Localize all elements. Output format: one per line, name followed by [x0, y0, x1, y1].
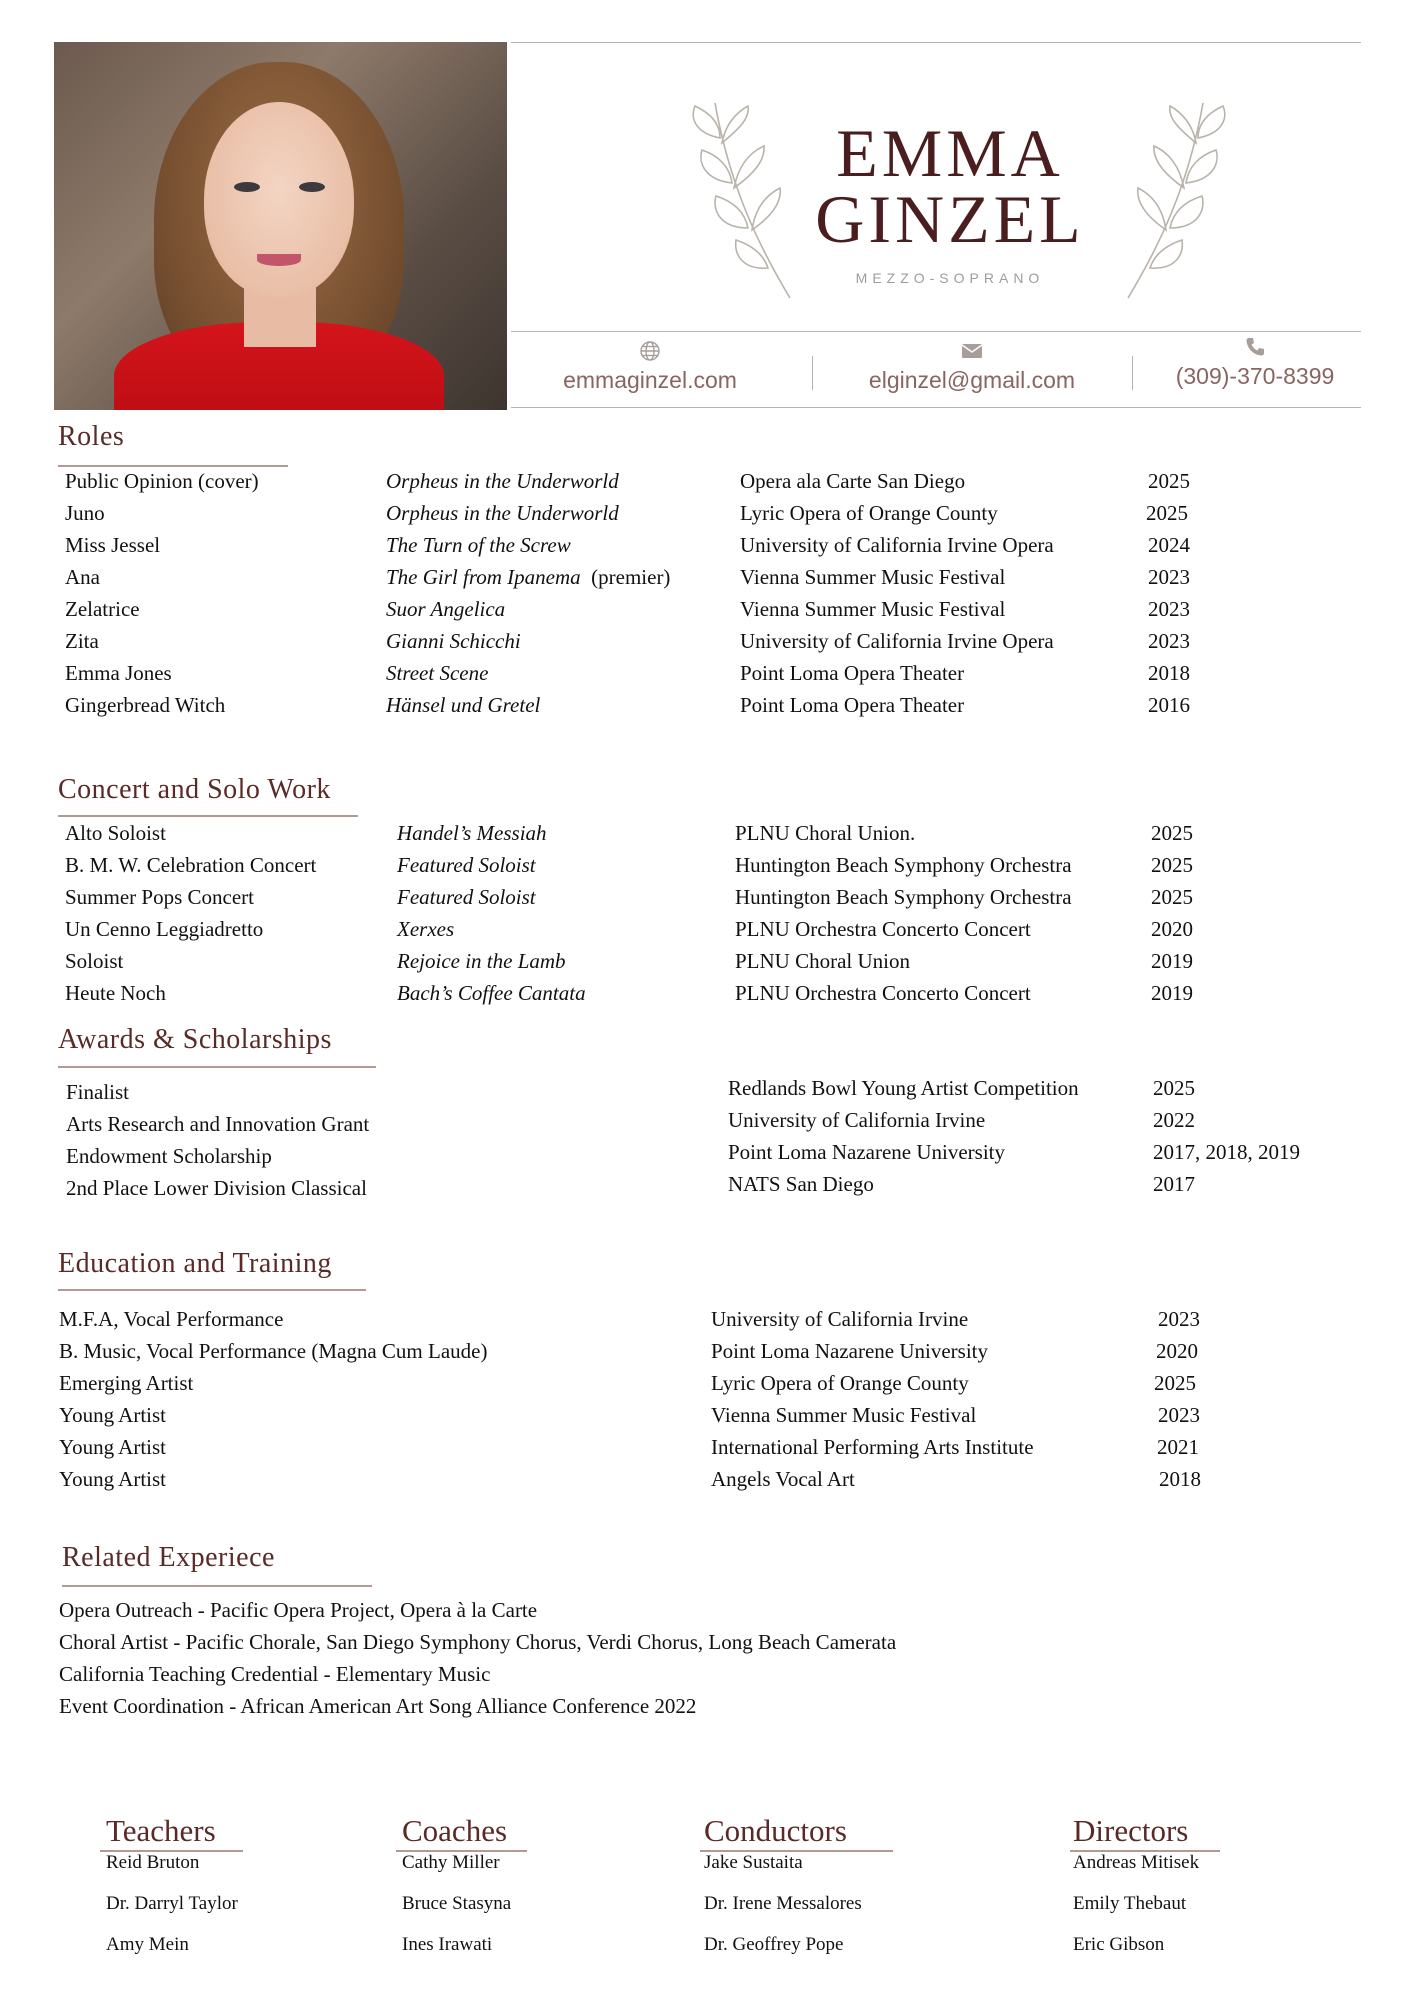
- related-title: Related Experiece: [62, 1542, 275, 1573]
- contact-email[interactable]: [842, 340, 1102, 394]
- concert-work: Featured Soloist: [397, 885, 536, 909]
- roles-role: Public Opinion (cover): [65, 469, 259, 493]
- concert-company: PLNU Choral Union.: [735, 821, 916, 845]
- awards-award: Endowment Scholarship: [66, 1144, 272, 1168]
- concert-role: Un Cenno Leggiadretto: [65, 917, 264, 941]
- phone-icon: [1244, 336, 1266, 358]
- education-degree: B. Music, Vocal Performance (Magna Cum Laude): [59, 1339, 488, 1363]
- related-item: Opera Outreach - Pacific Opera Project, Opera à la Carte: [59, 1598, 538, 1622]
- related-item: Event Coordination - African American Art Song Alliance Conference 2022: [59, 1694, 697, 1718]
- education-year: 2025: [1154, 1371, 1196, 1395]
- awards-underline: [58, 1066, 376, 1068]
- concert-work: Rejoice in the Lamb: [397, 949, 566, 973]
- awards-org: Redlands Bowl Young Artist Competition: [728, 1076, 1079, 1100]
- roles-work: Hänsel und Gretel: [386, 693, 541, 717]
- concert-year: 2025: [1151, 885, 1193, 909]
- roles-year: 2018: [1148, 661, 1190, 685]
- teacher-name: Dr. Darryl Taylor: [106, 1893, 238, 1914]
- conductor-name: Dr. Irene Messalores: [704, 1893, 862, 1914]
- contact-divider: [1132, 356, 1133, 390]
- roles-year: 2016: [1148, 693, 1190, 717]
- education-school: University of California Irvine: [711, 1307, 969, 1331]
- roles-work: Street Scene: [386, 661, 489, 685]
- awards-org: Point Loma Nazarene University: [728, 1140, 1005, 1164]
- roles-year: 2025: [1148, 469, 1190, 493]
- education-degree: Young Artist: [59, 1435, 166, 1459]
- contact-phone[interactable]: [1150, 336, 1360, 390]
- education-year: 2023: [1158, 1307, 1200, 1331]
- headshot-photo: [54, 42, 507, 410]
- contact-divider: [812, 356, 813, 390]
- globe-icon: [639, 340, 661, 362]
- director-name: Andreas Mitisek: [1073, 1852, 1200, 1873]
- coaches-title: Coaches: [402, 1813, 508, 1848]
- roles-work-with-note: [386, 564, 670, 590]
- awards-award: Arts Research and Innovation Grant: [66, 1112, 370, 1136]
- conductor-name: Dr. Geoffrey Pope: [704, 1934, 844, 1955]
- concert-year: 2025: [1151, 821, 1193, 845]
- roles-work: The Girl from Ipanema: [386, 565, 581, 589]
- roles-role: Emma Jones: [65, 661, 172, 685]
- first-name: EMMA: [836, 115, 1064, 191]
- conductor-name: Jake Sustaita: [704, 1852, 803, 1873]
- concert-company: Huntington Beach Symphony Orchestra: [735, 853, 1072, 877]
- roles-role: Ana: [65, 565, 100, 589]
- director-name: Emily Thebaut: [1073, 1893, 1187, 1914]
- roles-title: Roles: [58, 421, 125, 452]
- awards-award: Finalist: [66, 1080, 130, 1104]
- concert-work: Xerxes: [397, 917, 455, 941]
- teacher-name: Amy Mein: [106, 1934, 189, 1955]
- roles-role: Zelatrice: [65, 597, 140, 621]
- voice-type: MEZZO-SOPRANO: [855, 270, 1045, 286]
- concert-role: Alto Soloist: [65, 821, 166, 845]
- awards-year: 2022: [1153, 1108, 1195, 1132]
- conductors-title: Conductors: [704, 1813, 847, 1848]
- roles-role: Miss Jessel: [65, 533, 161, 557]
- awards-year: 2017: [1153, 1172, 1195, 1196]
- teacher-name: Reid Bruton: [106, 1852, 200, 1873]
- concert-company: PLNU Choral Union: [735, 949, 910, 973]
- directors-title: Directors: [1073, 1813, 1189, 1848]
- roles-role: Juno: [65, 501, 105, 525]
- roles-company: Point Loma Opera Theater: [740, 661, 965, 685]
- roles-year: 2025: [1146, 501, 1188, 525]
- header-mid-rule: [511, 331, 1361, 332]
- coach-name: Cathy Miller: [402, 1852, 500, 1873]
- education-year: 2020: [1156, 1339, 1198, 1363]
- related-item: California Teaching Credential - Elementary Music: [59, 1662, 491, 1686]
- concert-role: Heute Noch: [65, 981, 166, 1005]
- roles-year: 2023: [1148, 597, 1190, 621]
- education-degree: Young Artist: [59, 1403, 166, 1427]
- roles-company: Point Loma Opera Theater: [740, 693, 965, 717]
- roles-year: 2023: [1148, 565, 1190, 589]
- education-degree: Young Artist: [59, 1467, 166, 1491]
- related-underline: [62, 1585, 372, 1587]
- roles-note: (premier): [591, 565, 671, 589]
- concert-year: 2019: [1151, 949, 1193, 973]
- roles-work: Orpheus in the Underworld: [386, 501, 619, 525]
- concert-role: Summer Pops Concert: [65, 885, 254, 909]
- awards-award: 2nd Place Lower Division Classical: [66, 1176, 367, 1200]
- related-item: Choral Artist - Pacific Chorale, San Diego Symphony Chorus, Verdi Chorus, Long Beach Camerata: [59, 1630, 897, 1654]
- phone-number[interactable]: (309)-370-8399: [1175, 363, 1335, 389]
- education-school: Point Loma Nazarene University: [711, 1339, 988, 1363]
- roles-company: University of California Irvine Opera: [740, 629, 1054, 653]
- education-school: International Performing Arts Institute: [711, 1435, 1034, 1459]
- teachers-title: Teachers: [106, 1813, 216, 1848]
- coach-name: Ines Irawati: [402, 1934, 493, 1955]
- education-school: Angels Vocal Art: [711, 1467, 855, 1491]
- concert-underline: [58, 815, 358, 817]
- concert-year: 2025: [1151, 853, 1193, 877]
- roles-company: Opera ala Carte San Diego: [740, 469, 966, 493]
- concert-year: 2020: [1151, 917, 1193, 941]
- concert-role: B. M. W. Celebration Concert: [65, 853, 317, 877]
- education-underline: [58, 1289, 366, 1291]
- education-title: Education and Training: [58, 1248, 332, 1279]
- education-school: Lyric Opera of Orange County: [711, 1371, 969, 1395]
- awards-title: Awards & Scholarships: [58, 1024, 332, 1055]
- concert-title: Concert and Solo Work: [58, 774, 331, 805]
- last-name: GINZEL: [815, 181, 1085, 257]
- roles-work: Orpheus in the Underworld: [386, 469, 619, 493]
- awards-year: 2017, 2018, 2019: [1153, 1140, 1300, 1164]
- education-degree: M.F.A, Vocal Performance: [59, 1307, 284, 1331]
- roles-role: Gingerbread Witch: [65, 693, 226, 717]
- concert-work: Handel’s Messiah: [397, 821, 547, 845]
- concert-role: Soloist: [65, 949, 124, 973]
- coach-name: Bruce Stasyna: [402, 1893, 512, 1914]
- roles-work: Gianni Schicchi: [386, 629, 521, 653]
- concert-year: 2019: [1151, 981, 1193, 1005]
- roles-work: The Turn of the Screw: [386, 533, 571, 557]
- awards-year: 2025: [1153, 1076, 1195, 1100]
- education-year: 2018: [1159, 1467, 1201, 1491]
- roles-year: 2023: [1148, 629, 1190, 653]
- roles-work: Suor Angelica: [386, 597, 506, 621]
- concert-work: Featured Soloist: [397, 853, 536, 877]
- awards-org: NATS San Diego: [728, 1172, 874, 1196]
- education-school: Vienna Summer Music Festival: [711, 1403, 977, 1427]
- roles-underline: [58, 465, 288, 467]
- email-link[interactable]: elginzel@gmail.com: [868, 367, 1076, 393]
- header-top-rule: [511, 42, 1361, 43]
- name-block: [780, 115, 1120, 286]
- roles-company: Vienna Summer Music Festival: [740, 597, 1006, 621]
- concert-work: Bach’s Coffee Cantata: [397, 981, 586, 1005]
- education-year: 2023: [1158, 1403, 1200, 1427]
- laurel-right-icon: [1118, 98, 1228, 303]
- concert-company: Huntington Beach Symphony Orchestra: [735, 885, 1072, 909]
- roles-company: University of California Irvine Opera: [740, 533, 1054, 557]
- awards-org: University of California Irvine: [728, 1108, 986, 1132]
- concert-company: PLNU Orchestra Concerto Concert: [735, 917, 1031, 941]
- education-year: 2021: [1157, 1435, 1199, 1459]
- director-name: Eric Gibson: [1073, 1934, 1165, 1955]
- roles-year: 2024: [1148, 533, 1190, 557]
- roles-role: Zita: [65, 629, 99, 653]
- roles-company: Vienna Summer Music Festival: [740, 565, 1006, 589]
- education-degree: Emerging Artist: [59, 1371, 194, 1395]
- concert-company: PLNU Orchestra Concerto Concert: [735, 981, 1031, 1005]
- envelope-icon: [961, 340, 983, 362]
- header-bottom-rule: [511, 407, 1361, 408]
- website-link[interactable]: emmaginzel.com: [563, 367, 737, 393]
- roles-company: Lyric Opera of Orange County: [740, 501, 998, 525]
- contact-website[interactable]: [540, 340, 760, 394]
